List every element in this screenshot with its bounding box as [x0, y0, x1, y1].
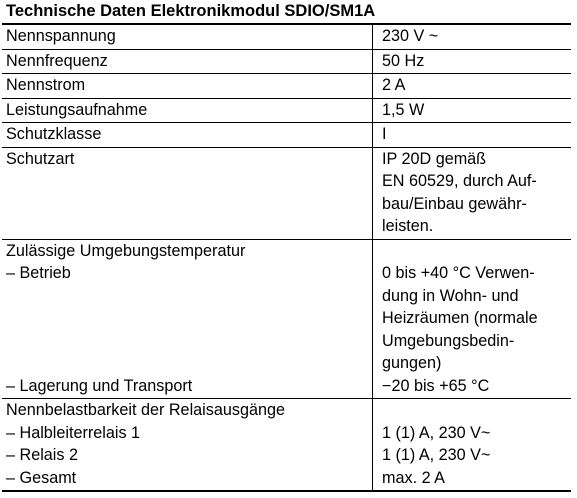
technical-data-table: [2, 23, 571, 492]
row-value-load: [373, 399, 571, 490]
value-line: bau/Einbau gewähr-: [382, 194, 527, 213]
value-line-empty: [382, 399, 567, 422]
spacer: [6, 285, 372, 375]
table-row: [2, 399, 571, 492]
value-line: Umgebungsbedin-: [382, 331, 515, 350]
row-label-schutzklasse: Schutzklasse: [2, 123, 373, 147]
value-line: leisten.: [382, 217, 434, 235]
row-label-load: [2, 399, 373, 490]
row-label-nennspannung: Nennspannung: [2, 25, 373, 49]
value-line: dung in Wohn- und: [382, 286, 519, 305]
load-item-value: max. 2 A: [382, 468, 445, 487]
table-row: [2, 50, 571, 75]
load-item-value: 1 (1) A, 230 V~: [382, 423, 491, 442]
storage-value: −20 bis +65 °C: [382, 376, 490, 395]
row-label-leistungsaufnahme: Leistungsaufnahme: [2, 99, 373, 123]
temperature-heading: Zulässige Umgebungstemperatur: [6, 241, 246, 260]
row-label-nennstrom: Nennstrom: [2, 74, 373, 98]
row-label-schutzart: Schutzart: [2, 148, 373, 239]
table-row: [2, 25, 571, 50]
storage-label: – Lagerung und Transport: [6, 376, 193, 395]
row-value-schutzklasse: I: [382, 125, 387, 143]
row-label-nennfrequenz: Nennfrequenz: [2, 50, 373, 74]
table-title: Technische Daten Elektronikmodul SDIO/SM1A: [6, 2, 376, 20]
value-line: EN 60529, durch Auf-: [382, 172, 537, 190]
operation-label: – Betrieb: [6, 264, 71, 282]
value-line: gungen): [382, 354, 442, 372]
row-value-nennspannung: 230 V ~: [382, 27, 439, 45]
load-heading: Nennbelastbarkeit der Relaisausgänge: [6, 401, 285, 419]
table-row: [2, 123, 571, 148]
load-item-value: 1 (1) A, 230 V~: [382, 446, 491, 464]
row-value-schutzart: [373, 148, 571, 239]
row-label-temperature: [2, 240, 373, 399]
load-item-label: – Gesamt: [6, 468, 77, 487]
table-row: [2, 74, 571, 99]
load-item-label: – Halbleiterrelais 1: [6, 423, 141, 442]
table-row: [2, 99, 571, 124]
row-value-nennfrequenz: 50 Hz: [382, 51, 425, 70]
value-line: Heizräumen (normale: [382, 309, 538, 327]
value-line-empty: [382, 240, 567, 263]
table-row: [2, 148, 571, 240]
table-row: [2, 240, 571, 400]
row-value-nennstrom: 2 A: [382, 76, 406, 94]
row-value-leistungsaufnahme: 1,5 W: [382, 100, 425, 119]
value-line: IP 20D gemäß: [382, 149, 487, 168]
load-item-label: – Relais 2: [6, 446, 78, 464]
row-value-temperature: [373, 240, 571, 399]
value-line: 0 bis +40 °C Verwen-: [382, 264, 535, 282]
